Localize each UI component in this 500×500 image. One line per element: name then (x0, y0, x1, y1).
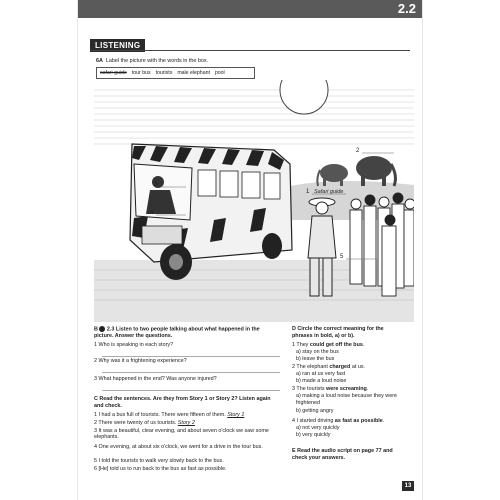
exercise-b-question-3: 3 What happened in the end? Was anyone injured? (94, 376, 217, 382)
answer-line (102, 356, 280, 357)
exercise-d-item-1-a: a) stay on the bus (296, 349, 339, 355)
exercise-d-item-2-b: b) made a loud noise (296, 378, 347, 384)
exercise-b-instruction-2: picture. Answer the questions. (94, 333, 173, 339)
exercise-b-question-2: 2 Why was it a frightening experience? (94, 358, 187, 364)
section-tag: LISTENING (90, 39, 145, 52)
exercise-6a-heading (96, 58, 208, 65)
exercise-c-answer-2: Story 2 (177, 420, 195, 426)
exercise-d-heading (292, 326, 384, 333)
exercise-c-item-2 (94, 420, 195, 427)
unit-header-bar (78, 0, 422, 18)
section-rule (90, 50, 410, 51)
label-1: 1 (306, 189, 310, 195)
exercise-d-item-3: 3 The tourists were screaming. (292, 386, 369, 392)
exercise-e-heading (292, 448, 393, 455)
exercise-6a-instruction: Label the picture with the words in the box. (105, 58, 209, 64)
word-tourists: tourists (155, 70, 173, 76)
exercise-c-letter: C (94, 396, 98, 402)
exercise-c-item-3: 3 It was a beautiful, clear evening, and about seven o'clock we saw some (94, 428, 269, 434)
exercise-d-item-3-b: b) getting angry (296, 408, 334, 414)
exercise-d-item-1-b: b) leave the bus (296, 356, 335, 362)
sun (280, 80, 328, 114)
exercise-e-letter: E (292, 448, 296, 454)
exercise-d-item-3-a-cont: frightened (296, 400, 320, 406)
label-4: 4 (150, 210, 154, 216)
exercise-c-item-3-cont: elephants. (94, 434, 119, 440)
exercise-c-instruction: Read the sentences. Are they from Story 1 or Story 2? Listen again (99, 396, 271, 402)
tour-bus (130, 144, 292, 280)
word-box (96, 67, 255, 79)
exercise-e-instruction-2: check your answers. (292, 455, 346, 461)
label-3: 3 (154, 182, 158, 188)
exercise-d-instruction: Circle the correct meaning for the (297, 326, 384, 332)
page-number: 13 (402, 481, 414, 491)
answer-line (102, 390, 280, 391)
exercise-d-item-2: 2 The elephant charged at us. (292, 364, 366, 370)
exercise-c-item-5: 5 I told the tourists to walk very slowly back to the bus. (94, 458, 224, 464)
elephant-large (356, 156, 395, 186)
exercise-c-item-1 (94, 412, 244, 419)
exercise-d-item-2-a: a) ran at us very fast (296, 371, 346, 377)
word-pool: pool (214, 70, 225, 76)
word-safari-guide: safari guide (100, 70, 127, 76)
exercise-d-item-4: 4 I started driving as fast as possible. (292, 418, 385, 424)
word-male-elephant: male elephant (177, 70, 210, 76)
safari-illustration (94, 80, 414, 322)
exercise-d-letter: D (292, 326, 296, 332)
workbook-page (78, 0, 422, 500)
exercise-c-item-1-text: 1 I had a bus full of tourists. There were fifteen of them. (94, 412, 226, 418)
exercise-c-item-2-text: 2 There were twenty of us tourists. (94, 420, 177, 426)
audio-track-number: 2.3 (106, 326, 115, 333)
exercise-c-heading (94, 396, 271, 403)
audio-icon (99, 326, 105, 332)
exercise-c-item-6: 6 [He] told us to run back to the bus as fast as possible. (94, 466, 227, 472)
exercise-d-item-4-a: a) not very quickly (296, 425, 340, 431)
exercise-6a-number: 6A (96, 58, 103, 64)
sky-hatching (94, 90, 414, 144)
exercise-c-instruction-2: and check. (94, 403, 122, 409)
exercise-d-item-1: 1 They could get off the bus. (292, 342, 365, 348)
exercise-c-answer-1: Story 1 (227, 412, 245, 418)
label-5: 5 (340, 254, 344, 260)
label-1-answer: Safari guide (314, 189, 344, 195)
label-2: 2 (356, 148, 360, 154)
unit-number: 2.2 (397, 1, 416, 16)
exercise-e-instruction: Read the audio script on page 77 and (297, 448, 393, 454)
exercise-b-letter: B (94, 326, 98, 333)
answer-line (102, 372, 280, 373)
exercise-d-item-3-a: a) making a loud noise because they were (296, 393, 397, 399)
exercise-b-instruction: Listen to two people talking about what happened in the (115, 326, 260, 333)
exercise-b-question-1: 1 Who is speaking in each story? (94, 342, 174, 348)
exercise-d-item-4-b: b) very quickly (296, 432, 331, 438)
exercise-d-instruction-2: phrases in bold, a) or b). (292, 333, 355, 339)
exercise-c-item-4: 4 One evening, at about six o'clock, we went for a drive in the tour bus. (94, 444, 263, 450)
word-tour-bus: tour bus (131, 70, 151, 76)
